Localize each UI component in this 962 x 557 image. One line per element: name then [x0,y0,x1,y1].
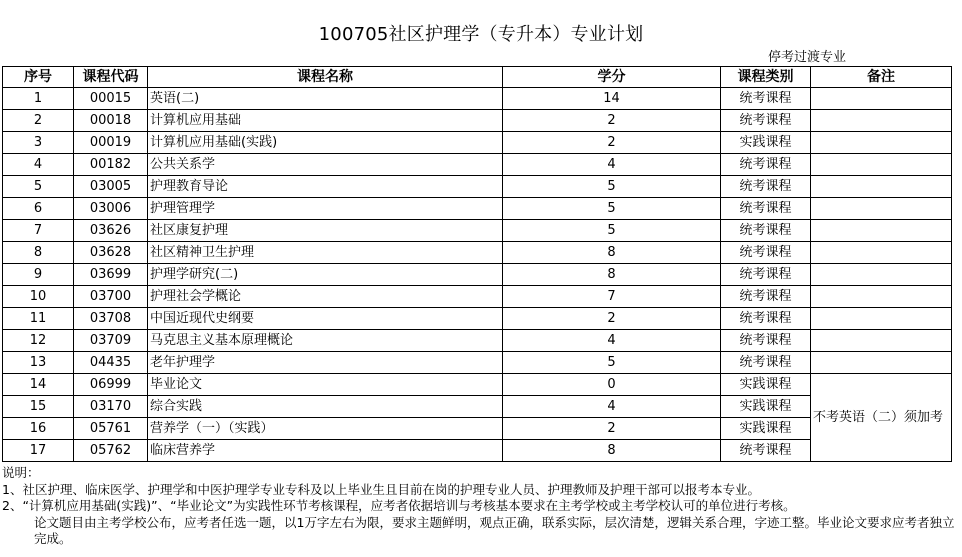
cell-code: 05761 [74,418,148,440]
notes-section [2,465,960,548]
cell-credit: 8 [503,264,721,286]
cell-type: 统考课程 [721,308,811,330]
cell-name: 护理教育导论 [148,176,503,198]
cell-seq: 4 [3,154,74,176]
cell-remark-empty [811,330,952,352]
cell-type: 统考课程 [721,198,811,220]
cell-type: 统考课程 [721,88,811,110]
table-row [3,88,952,110]
cell-seq: 3 [3,132,74,154]
cell-type: 统考课程 [721,286,811,308]
header-seq: 序号 [3,67,74,88]
table-row [3,132,952,154]
table-row [3,440,952,462]
cell-name: 护理学研究(二) [148,264,503,286]
cell-credit: 2 [503,132,721,154]
cell-remark-empty [811,110,952,132]
cell-credit: 5 [503,176,721,198]
cell-code: 06999 [74,374,148,396]
cell-credit: 4 [503,154,721,176]
table-row [3,308,952,330]
cell-name: 护理社会学概论 [148,286,503,308]
cell-code: 03628 [74,242,148,264]
cell-name: 英语(二) [148,88,503,110]
cell-name: 老年护理学 [148,352,503,374]
cell-code: 03006 [74,198,148,220]
cell-type: 统考课程 [721,154,811,176]
header-code: 课程代码 [74,67,148,88]
table-row [3,264,952,286]
table-row [3,396,952,418]
cell-code: 04435 [74,352,148,374]
table-row [3,330,952,352]
cell-name: 马克思主义基本原理概论 [148,330,503,352]
cell-code: 05762 [74,440,148,462]
table-row [3,352,952,374]
cell-credit: 8 [503,440,721,462]
table-row [3,374,952,396]
header-remark: 备注 [811,67,952,88]
cell-type: 统考课程 [721,220,811,242]
cell-credit: 5 [503,220,721,242]
cell-type: 实践课程 [721,132,811,154]
course-plan-table [2,66,952,462]
cell-name: 计算机应用基础(实践) [148,132,503,154]
cell-type: 统考课程 [721,176,811,198]
cell-code: 03708 [74,308,148,330]
table-row [3,176,952,198]
cell-code: 00015 [74,88,148,110]
cell-seq: 10 [3,286,74,308]
cell-seq: 12 [3,330,74,352]
cell-seq: 2 [3,110,74,132]
cell-credit: 0 [503,374,721,396]
table-row [3,198,952,220]
cell-name: 临床营养学 [148,440,503,462]
cell-seq: 5 [3,176,74,198]
cell-remark-empty [811,132,952,154]
cell-credit: 8 [503,242,721,264]
cell-seq: 17 [3,440,74,462]
cell-credit: 5 [503,352,721,374]
cell-credit: 5 [503,198,721,220]
cell-type: 实践课程 [721,374,811,396]
cell-remark-empty [811,308,952,330]
cell-seq: 16 [3,418,74,440]
cell-type: 统考课程 [721,110,811,132]
cell-seq: 6 [3,198,74,220]
cell-code: 03170 [74,396,148,418]
cell-name: 社区精神卫生护理 [148,242,503,264]
cell-remark-empty [811,198,952,220]
cell-name: 毕业论文 [148,374,503,396]
cell-remark-empty [811,286,952,308]
header-type: 课程类别 [721,67,811,88]
subtitle: 停考过渡专业 [768,50,847,65]
cell-seq: 13 [3,352,74,374]
cell-type: 统考课程 [721,242,811,264]
cell-seq: 1 [3,88,74,110]
cell-code: 03626 [74,220,148,242]
cell-code: 00182 [74,154,148,176]
cell-name: 社区康复护理 [148,220,503,242]
cell-code: 03700 [74,286,148,308]
cell-name: 护理管理学 [148,198,503,220]
header-credit: 学分 [503,67,721,88]
cell-credit: 7 [503,286,721,308]
table-row [3,418,952,440]
cell-code: 03699 [74,264,148,286]
cell-credit: 2 [503,308,721,330]
cell-seq: 7 [3,220,74,242]
page-title: 100705社区护理学（专升本）专业计划 [318,24,644,45]
cell-code: 00018 [74,110,148,132]
cell-credit: 14 [503,88,721,110]
cell-name: 计算机应用基础 [148,110,503,132]
table-header-row [3,67,952,88]
cell-name: 中国近现代史纲要 [148,308,503,330]
cell-remark-empty [811,154,952,176]
cell-type: 实践课程 [721,418,811,440]
cell-remark-empty [811,176,952,198]
cell-code: 00019 [74,132,148,154]
cell-type: 统考课程 [721,440,811,462]
cell-seq: 8 [3,242,74,264]
cell-name: 营养学（一）（实践） [148,418,503,440]
cell-code: 03005 [74,176,148,198]
cell-seq: 9 [3,264,74,286]
table-row [3,220,952,242]
cell-name: 公共关系学 [148,154,503,176]
cell-remark: 不考英语（二）须加考 [811,374,952,462]
cell-seq: 14 [3,374,74,396]
cell-type: 统考课程 [721,352,811,374]
cell-name: 综合实践 [148,396,503,418]
table-row [3,110,952,132]
table-row [3,154,952,176]
cell-remark-empty [811,352,952,374]
note-item: 2、“计算机应用基础(实践)”、“毕业论文”为实践性环节考核课程，应考者依据培训与考核基本要求在主考学校或主考学校认可的单位进行考核。 [2,498,796,513]
cell-remark-empty [811,220,952,242]
cell-seq: 15 [3,396,74,418]
cell-remark-empty [811,242,952,264]
note-item: 1、社区护理、临床医学、护理学和中医护理学专业专科及以上毕业生且目前在岗的护理专业人员、护理教师及护理干部可以报考本专业。 [2,481,760,497]
cell-credit: 4 [503,330,721,352]
cell-remark-empty [811,264,952,286]
cell-credit: 4 [503,396,721,418]
cell-credit: 2 [503,418,721,440]
cell-type: 实践课程 [721,396,811,418]
cell-type: 统考课程 [721,330,811,352]
table-row [3,286,952,308]
cell-code: 03709 [74,330,148,352]
header-name: 课程名称 [148,67,503,88]
cell-type: 统考课程 [721,264,811,286]
cell-seq: 11 [3,308,74,330]
notes-heading: 说明： [2,465,40,480]
cell-remark-empty [811,88,952,110]
table-row [3,242,952,264]
cell-credit: 2 [503,110,721,132]
note-item: 论文题目由主考学校公布，应考者任选一题，以1万字左右为限，要求主题鲜明，观点正确，联系实际，层次清楚，逻辑关系合理，字迹工整。毕业论文要求应考者独立完成。 [34,514,955,546]
